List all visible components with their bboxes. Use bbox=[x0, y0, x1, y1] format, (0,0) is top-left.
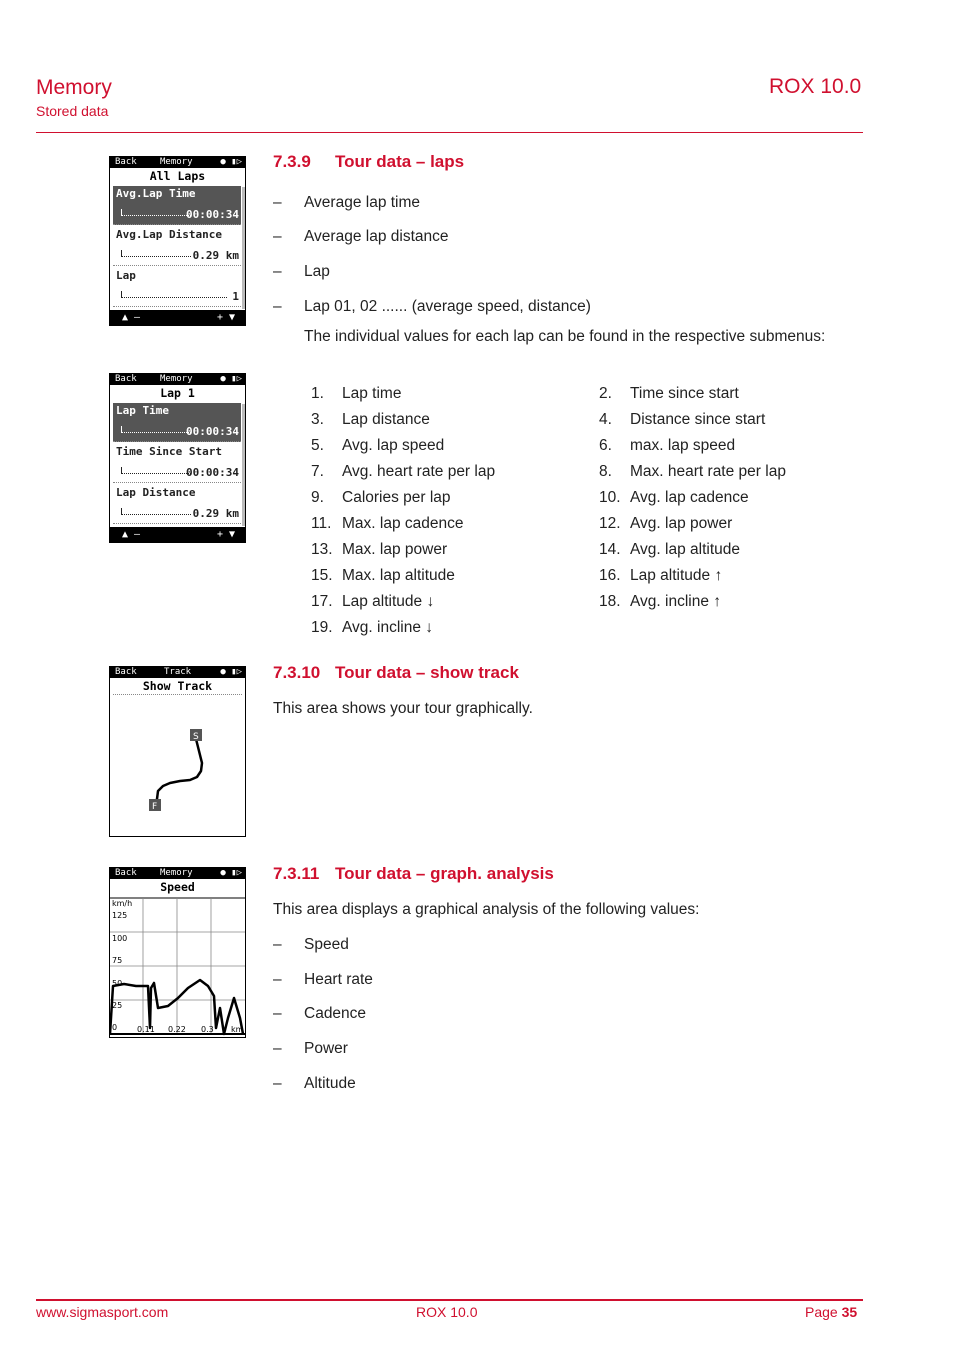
section-heading-show-track: 7.3.10 Tour data – show track bbox=[273, 663, 519, 682]
list-item: 7. Avg. heart rate per lap bbox=[311, 463, 496, 480]
signal-battery-icon: ● ▮▷ bbox=[220, 374, 242, 384]
list-item: – Speed bbox=[273, 936, 349, 953]
signal-battery-icon: ● ▮▷ bbox=[220, 868, 242, 878]
device-menu-label: Memory bbox=[160, 374, 193, 384]
show-track-text: This area shows your tour graphically. bbox=[273, 700, 533, 717]
speed-y-tick: 0 bbox=[112, 1023, 118, 1032]
device-top-bar bbox=[110, 374, 245, 385]
device-plus-down-button: + ▼ bbox=[216, 312, 235, 323]
device-screen-speed-graph bbox=[109, 867, 246, 1038]
speed-x-tick: 0.3 bbox=[201, 1025, 214, 1034]
speed-y-tick: 125 bbox=[112, 911, 128, 920]
device-menu-item: Lap Time 00:00:34 bbox=[113, 403, 241, 442]
footer-divider bbox=[36, 1299, 863, 1301]
track-start-label: S bbox=[193, 732, 199, 742]
list-item: 5. Avg. lap speed bbox=[311, 437, 445, 454]
device-top-bar bbox=[110, 157, 245, 168]
list-item: 3. Lap distance bbox=[311, 411, 430, 428]
track-map bbox=[110, 667, 245, 836]
list-item: 8. Max. heart rate per lap bbox=[599, 463, 786, 480]
laps-note: The individual values for each lap can be found in the respective submenus: bbox=[304, 328, 826, 345]
page-section-subtitle: Stored data bbox=[36, 103, 109, 119]
device-back-label: Back bbox=[115, 157, 137, 167]
list-item: 15. Max. lap altitude bbox=[311, 567, 455, 584]
list-item: 19. Avg. incline ↓ bbox=[311, 619, 434, 636]
list-item: 2. Time since start bbox=[599, 385, 739, 402]
device-screen-title: Speed bbox=[160, 880, 195, 894]
list-item: 11. Max. lap cadence bbox=[311, 515, 464, 532]
device-bottom-bar bbox=[110, 310, 245, 325]
track-line bbox=[156, 739, 202, 805]
device-up-minus-button: ▲ – bbox=[122, 529, 141, 540]
device-menu-label: Memory bbox=[160, 157, 193, 167]
device-screen-show-track bbox=[109, 666, 246, 837]
list-item: – Cadence bbox=[273, 1005, 367, 1022]
device-menu-item: Time Since Start 00:00:34 bbox=[113, 444, 241, 483]
speed-y-tick: 100 bbox=[112, 934, 128, 943]
list-item: 14. Avg. lap altitude bbox=[599, 541, 741, 558]
signal-battery-icon: ● ▮▷ bbox=[220, 157, 242, 167]
signal-battery-icon: ● ▮▷ bbox=[220, 667, 242, 677]
list-item: 13. Max. lap power bbox=[311, 541, 448, 558]
device-bottom-bar bbox=[110, 527, 245, 542]
product-model: ROX 10.0 bbox=[769, 75, 862, 98]
device-menu-item: Lap Distance 0.29 km bbox=[113, 485, 241, 524]
list-item: – Heart rate bbox=[273, 971, 373, 988]
speed-y-tick: 50 bbox=[112, 979, 123, 988]
speed-y-tick: 25 bbox=[112, 1001, 123, 1010]
list-item: 18. Avg. incline ↑ bbox=[599, 593, 722, 610]
page-section-title: Memory bbox=[36, 76, 112, 99]
device-screen-lap-1 bbox=[109, 373, 246, 543]
device-screen-all-laps bbox=[109, 156, 246, 326]
list-item: – Lap 01, 02 ...... (average speed, distance) bbox=[273, 298, 591, 315]
speed-x-tick: 0.22 bbox=[168, 1025, 186, 1034]
list-item: 17. Lap altitude ↓ bbox=[311, 593, 435, 610]
list-item: – Lap bbox=[273, 263, 330, 280]
device-screen-title: Show Track bbox=[113, 679, 242, 695]
footer-website-link[interactable]: www.sigmasport.com bbox=[36, 1304, 169, 1320]
device-menu-label: Track bbox=[164, 667, 192, 677]
device-menu-item: Avg.Lap Time 00:00:34 bbox=[113, 186, 241, 225]
device-back-label: Back bbox=[115, 374, 137, 384]
speed-y-tick: 75 bbox=[112, 956, 123, 965]
speed-y-unit: km/h bbox=[112, 899, 133, 908]
section-heading-graph-analysis: 7.3.11 Tour data – graph. analysis bbox=[273, 864, 554, 883]
list-item: 16. Lap altitude ↑ bbox=[599, 567, 723, 584]
list-item: 4. Distance since start bbox=[599, 411, 766, 428]
device-back-label: Back bbox=[115, 868, 137, 878]
list-item: – Power bbox=[273, 1040, 348, 1057]
list-item: 6. max. lap speed bbox=[599, 437, 736, 454]
speed-graph bbox=[110, 868, 245, 1037]
device-up-minus-button: ▲ – bbox=[122, 312, 141, 323]
list-item: 10. Avg. lap cadence bbox=[599, 489, 749, 506]
list-item: 9. Calories per lap bbox=[311, 489, 451, 506]
device-screen-title: Lap 1 bbox=[160, 386, 195, 400]
list-item: 1. Lap time bbox=[311, 385, 402, 402]
track-finish-label: F bbox=[152, 802, 158, 812]
device-back-label: Back bbox=[115, 667, 137, 677]
speed-x-tick: 0.11 bbox=[137, 1025, 155, 1034]
device-menu-label: Memory bbox=[160, 868, 193, 878]
footer-page-number: Page 35 bbox=[805, 1304, 858, 1320]
list-item: – Altitude bbox=[273, 1075, 356, 1092]
speed-x-unit: km bbox=[231, 1025, 244, 1034]
footer-model: ROX 10.0 bbox=[416, 1304, 478, 1320]
list-item: 12. Avg. lap power bbox=[599, 515, 733, 532]
device-menu-item: Lap 1 bbox=[113, 268, 241, 307]
graph-analysis-text: This area displays a graphical analysis of the following values: bbox=[273, 901, 700, 918]
device-scrollbar bbox=[242, 187, 245, 309]
device-plus-down-button: + ▼ bbox=[216, 529, 235, 540]
list-item: – Average lap distance bbox=[273, 228, 449, 245]
device-scrollbar bbox=[242, 404, 245, 526]
device-menu-item: Avg.Lap Distance 0.29 km bbox=[113, 227, 241, 266]
device-screen-title: All Laps bbox=[149, 169, 206, 183]
list-item: – Average lap time bbox=[273, 194, 421, 211]
section-heading-laps: 7.3.9 Tour data – laps bbox=[273, 152, 465, 171]
header-divider bbox=[36, 132, 863, 133]
